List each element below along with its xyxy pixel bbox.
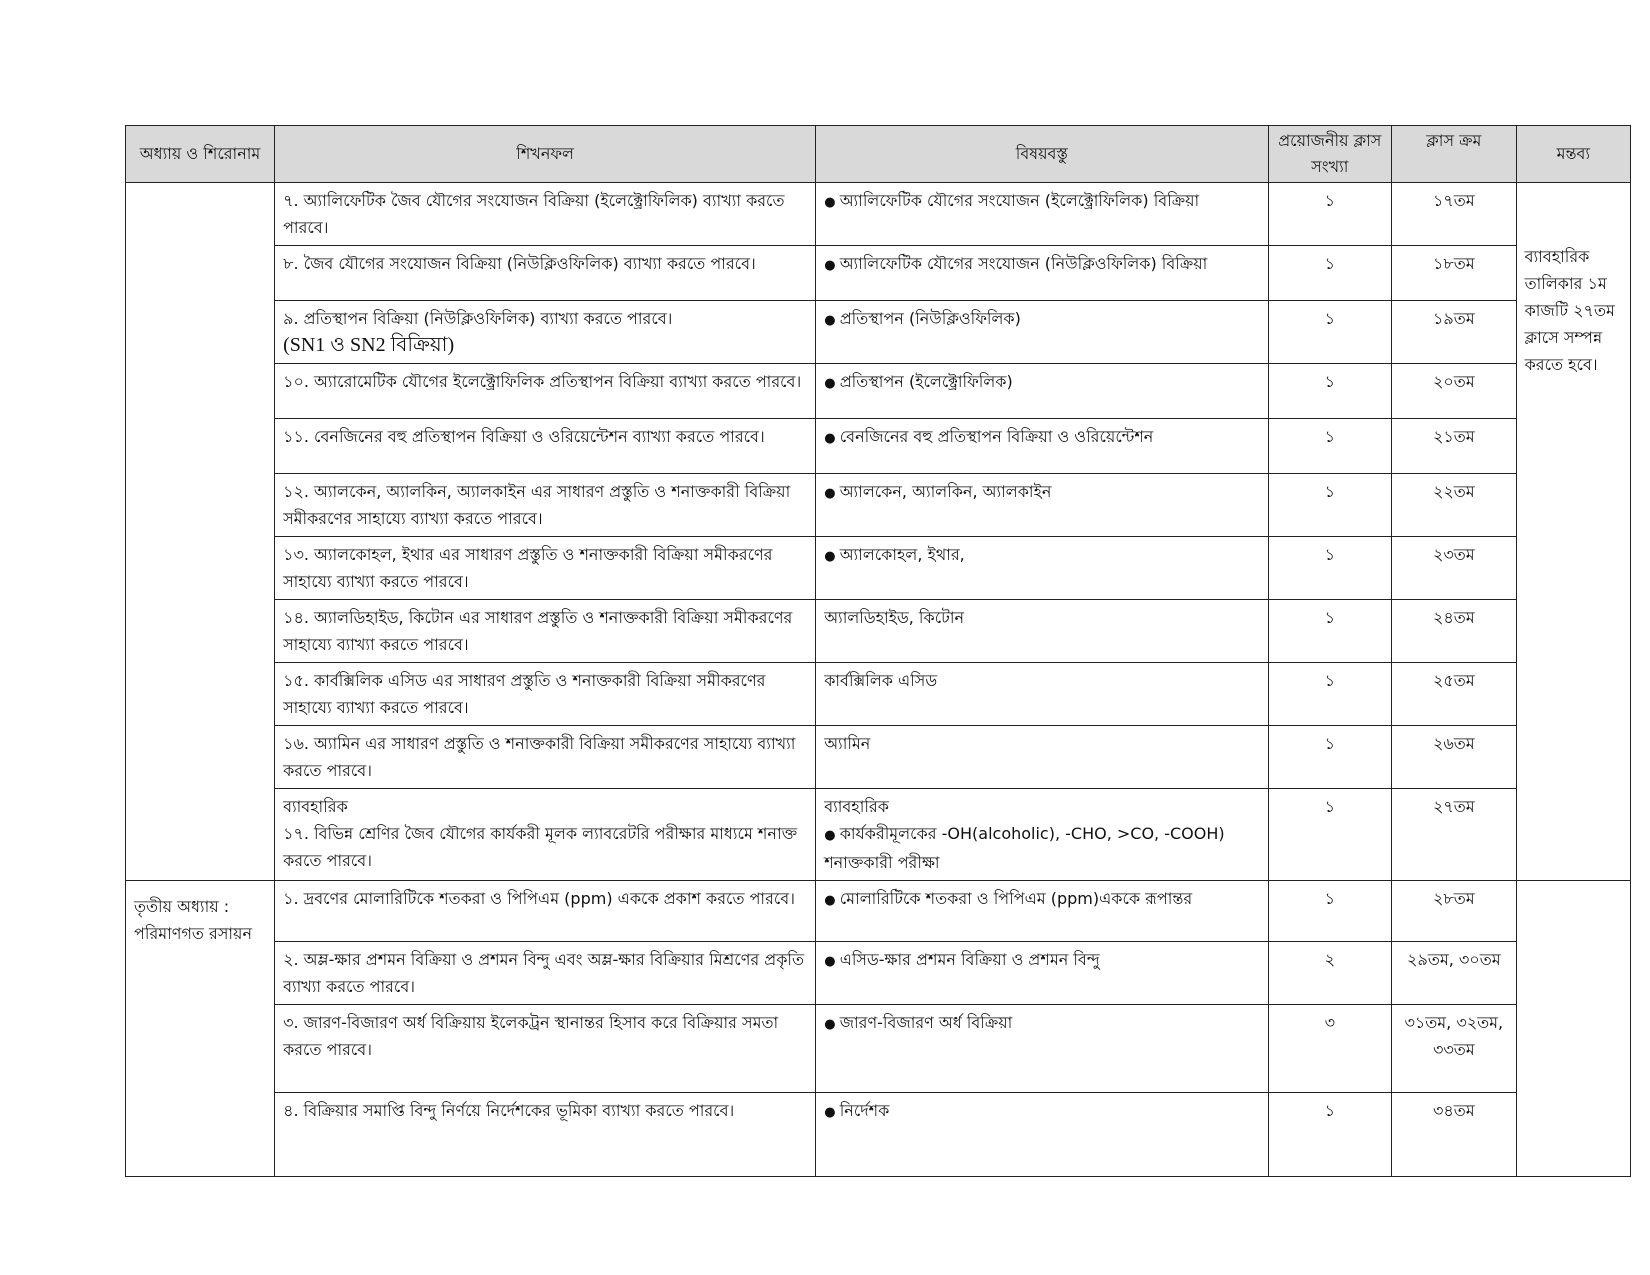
- order-cell: ২৮তম: [1392, 881, 1517, 942]
- order-cell: ৩১তম, ৩২তম, ৩৩তম: [1392, 1005, 1517, 1093]
- order-cell: ২০তম: [1392, 364, 1517, 419]
- count-cell: ১: [1268, 246, 1392, 301]
- count-cell: ১: [1268, 474, 1392, 537]
- table-row: [126, 663, 1631, 726]
- header-remarks: মন্তব্য: [1516, 126, 1630, 183]
- outcome-cell: [275, 301, 816, 364]
- table-row: [126, 301, 1631, 364]
- outcome-cell: ১৫. কার্বক্সিলিক এসিড এর সাধারণ প্রস্তুতি ও শনাক্তকারী বিক্রিয়া সমীকরণের সাহায্যে ব্যাখ্যা করতে পারবে।: [275, 663, 816, 726]
- outcome-cell: ১৪. অ্যালডিহাইড, কিটোন এর সাধারণ প্রস্তুতি ও শনাক্তকারী বিক্রিয়া সমীকরণের সাহায্যে ব্যাখ্যা করতে পারবে।: [275, 600, 816, 663]
- outcome-cell: ৭. অ্যালিফেটিক জৈব যৌগের সংযোজন বিক্রিয়া (ইলেক্ট্রোফিলিক) ব্যাখ্যা করতে পারবে।: [275, 183, 816, 246]
- order-cell: ২৭তম: [1392, 789, 1517, 881]
- order-cell: ২৩তম: [1392, 537, 1517, 600]
- count-cell: ৩: [1268, 1005, 1392, 1093]
- outcome-text: ১৭. বিভিন্ন শ্রেণির জৈব যৌগের কার্যকরী মূলক ল্যাবরেটরি পরীক্ষার মাধ্যমে শনাক্ত করতে পারবে।: [283, 824, 798, 870]
- count-cell: ১: [1268, 789, 1392, 881]
- table-row: [126, 1005, 1631, 1093]
- outcome-text: ৯. প্রতিস্থাপন বিক্রিয়া (নিউক্লিওফিলিক) ব্যাখ্যা করতে পারবে।: [283, 309, 673, 328]
- order-cell: ২৬তম: [1392, 726, 1517, 789]
- content-cell: ● এসিড-ক্ষার প্রশমন বিক্রিয়া ও প্রশমন বিন্দু: [816, 942, 1268, 1005]
- count-cell: ১: [1268, 881, 1392, 942]
- count-cell: ১: [1268, 1093, 1392, 1177]
- outcome-cell: ২. অম্ল-ক্ষার প্রশমন বিক্রিয়া ও প্রশমন বিন্দু এবং অম্ল-ক্ষার বিক্রিয়ার মিশ্রণের প্রকৃতি ব্যাখ্যা করতে পারবে।: [275, 942, 816, 1005]
- content-text: ● কার্যকরীমূলকের -OH(alcoholic), -CHO, >CO, -COOH) শনাক্তকারী পরীক্ষা: [824, 820, 1259, 876]
- outcome-cell: ১২. অ্যালকেন, অ্যালকিন, অ্যালকাইন এর সাধারণ প্রস্তুতি ও শনাক্তকারী বিক্রিয়া সমীকরণের সাহায্যে ব্যাখ্যা করতে পারবে।: [275, 474, 816, 537]
- order-cell: ২৪তম: [1392, 600, 1517, 663]
- header-outcome: শিখনফল: [275, 126, 816, 183]
- table-row: [126, 183, 1631, 246]
- content-cell: ● অ্যালকোহল, ইথার,: [816, 537, 1268, 600]
- outcome-cell: [275, 789, 816, 881]
- outcome-cell: ১৬. অ্যামিন এর সাধারণ প্রস্তুতি ও শনাক্তকারী বিক্রিয়া সমীকরণের সাহায্যে ব্যাখ্যা করতে পারবে।: [275, 726, 816, 789]
- table-row: [126, 537, 1631, 600]
- table-row: [126, 881, 1631, 942]
- content-cell: ● মোলারিটিকে শতকরা ও পিপিএম (ppm)এককে রূপান্তর: [816, 881, 1268, 942]
- count-cell: ১: [1268, 364, 1392, 419]
- order-cell: ২১তম: [1392, 419, 1517, 474]
- outcome-cell: ৪. বিক্রিয়ার সমাপ্তি বিন্দু নির্ণয়ে নির্দেশকের ভূমিকা ব্যাখ্যা করতে পারবে।: [275, 1093, 816, 1177]
- count-cell: ১: [1268, 419, 1392, 474]
- content-cell: ● অ্যালিফেটিক যৌগের সংযোজন (ইলেক্ট্রোফিলিক) বিক্রিয়া: [816, 183, 1268, 246]
- table-row: [126, 246, 1631, 301]
- count-cell: ১: [1268, 183, 1392, 246]
- header-row: [126, 126, 1631, 183]
- count-cell: ১: [1268, 537, 1392, 600]
- header-required: প্রয়োজনীয় ক্লাস সংখ্যা: [1268, 126, 1392, 183]
- syllabus-table: [125, 125, 1631, 1177]
- outcome-cell: ১০. অ্যারোমেটিক যৌগের ইলেক্ট্রোফিলিক প্রতিস্থাপন বিক্রিয়া ব্যাখ্যা করতে পারবে।: [275, 364, 816, 419]
- order-cell: ১৯তম: [1392, 301, 1517, 364]
- count-cell: ২: [1268, 942, 1392, 1005]
- table-row: [126, 600, 1631, 663]
- outcome-heading: ব্যাবহারিক: [283, 797, 348, 816]
- table-row: [126, 474, 1631, 537]
- content-cell: কার্বক্সিলিক এসিড: [816, 663, 1268, 726]
- order-cell: ১৮তম: [1392, 246, 1517, 301]
- chapter-cell-empty: [126, 183, 275, 881]
- outcome-extra: (SN1 ও SN2 বিক্রিয়া): [283, 334, 455, 356]
- table-row: [126, 1093, 1631, 1177]
- content-cell: অ্যালডিহাইড, কিটোন: [816, 600, 1268, 663]
- outcome-cell: ১৩. অ্যালকোহল, ইথার এর সাধারণ প্রস্তুতি ও শনাক্তকারী বিক্রিয়া সমীকরণের সাহায্যে ব্যাখ্যা করতে পারবে।: [275, 537, 816, 600]
- remarks-cell-empty: [1516, 881, 1630, 1177]
- remarks-practical: ব্যাবহারিক তালিকার ১ম কাজটি ২৭তম ক্লাসে সম্পন্ন করতে হবে।: [1516, 183, 1630, 881]
- count-cell: ১: [1268, 600, 1392, 663]
- order-cell: ২২তম: [1392, 474, 1517, 537]
- content-cell: [816, 789, 1268, 881]
- table-row: [126, 419, 1631, 474]
- outcome-cell: ১. দ্রবণের মোলারিটিকে শতকরা ও পিপিএম (ppm) এককে প্রকাশ করতে পারবে।: [275, 881, 816, 942]
- content-heading: ব্যাবহারিক: [824, 797, 889, 816]
- outcome-cell: ৩. জারণ-বিজারণ অর্ধ বিক্রিয়ায় ইলেকট্রন স্থানান্তর হিসাব করে বিক্রিয়ার সমতা করতে পারবে।: [275, 1005, 816, 1093]
- order-cell: ৩৪তম: [1392, 1093, 1517, 1177]
- content-cell: ● নির্দেশক: [816, 1093, 1268, 1177]
- outcome-cell: ৮. জৈব যৌগের সংযোজন বিক্রিয়া (নিউক্লিওফিলিক) ব্যাখ্যা করতে পারবে।: [275, 246, 816, 301]
- order-cell: ১৭তম: [1392, 183, 1517, 246]
- content-cell: ● প্রতিস্থাপন (ইলেক্ট্রোফিলিক): [816, 364, 1268, 419]
- count-cell: ১: [1268, 663, 1392, 726]
- content-cell: ● প্রতিস্থাপন (নিউক্লিওফিলিক): [816, 301, 1268, 364]
- content-cell: ● বেনজিনের বহু প্রতিস্থাপন বিক্রিয়া ও ওরিয়েন্টেশন: [816, 419, 1268, 474]
- outcome-cell: ১১. বেনজিনের বহু প্রতিস্থাপন বিক্রিয়া ও ওরিয়েন্টেশন ব্যাখ্যা করতে পারবে।: [275, 419, 816, 474]
- count-cell: ১: [1268, 301, 1392, 364]
- table-row: [126, 364, 1631, 419]
- content-cell: ● অ্যালকেন, অ্যালকিন, অ্যালকাইন: [816, 474, 1268, 537]
- header-content: বিষয়বস্তু: [816, 126, 1268, 183]
- content-cell: ● অ্যালিফেটিক যৌগের সংযোজন (নিউক্লিওফিলিক) বিক্রিয়া: [816, 246, 1268, 301]
- order-cell: ২৫তম: [1392, 663, 1517, 726]
- header-chapter: অধ্যায় ও শিরোনাম: [126, 126, 275, 183]
- table-row: [126, 942, 1631, 1005]
- table-row: [126, 726, 1631, 789]
- order-cell: ২৯তম, ৩০তম: [1392, 942, 1517, 1005]
- content-cell: অ্যামিন: [816, 726, 1268, 789]
- table-row: [126, 789, 1631, 881]
- header-order: ক্লাস ক্রম: [1392, 126, 1517, 183]
- content-cell: ● জারণ-বিজারণ অর্ধ বিক্রিয়া: [816, 1005, 1268, 1093]
- chapter-cell: তৃতীয় অধ্যায় : পরিমাণগত রসায়ন: [126, 881, 275, 1177]
- count-cell: ১: [1268, 726, 1392, 789]
